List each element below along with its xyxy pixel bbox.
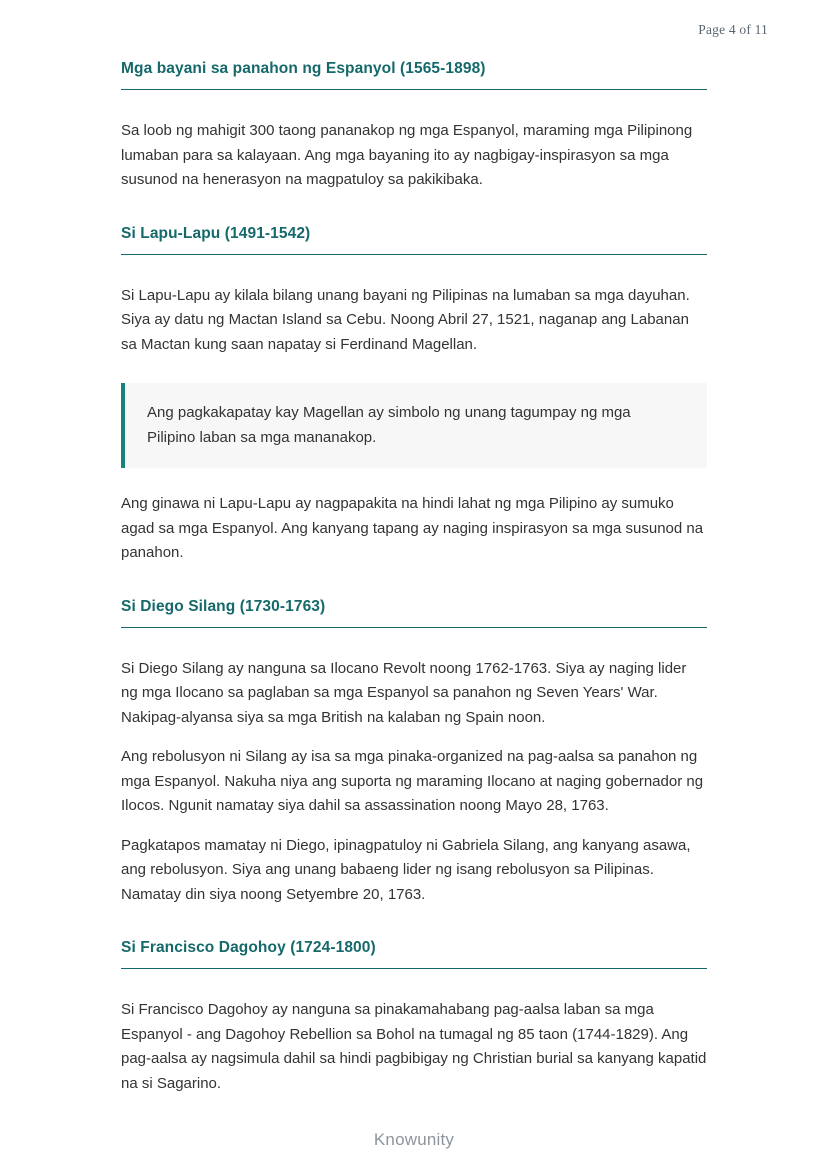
footer-brand: Knowunity <box>373 1130 455 1149</box>
paragraph: Pagkatapos mamatay ni Diego, ipinagpatuloy ni Gabriela Silang, ang kanyang asawa, ang rebolusyon. Siya ang unang babaeng lider ng isang rebolusyon sa Pilipinas. Namatay din siya noong Setyembre 20, 1763. <box>121 836 691 903</box>
section-diego-silang <box>121 598 707 908</box>
callout-quote <box>121 383 707 468</box>
section-heading: Si Lapu-Lapu (1491-1542) <box>121 225 707 255</box>
section-heading: Si Diego Silang (1730-1763) <box>121 598 707 628</box>
quote-text: Ang pagkakapatay kay Magellan ay simbolo ng unang tagumpay ng mga Pilipino laban sa mga mananakop. <box>147 404 631 446</box>
paragraph: Ang rebolusyon ni Silang ay isa sa mga pinaka-organized na pag-aalsa sa panahon ng mga Espanyol. Nakuha niya ang suporta ng maraming Ilocano at naging gobernador ng Ilocos. Ngunit namatay siya dahil sa assassination noong Mayo 28, 1763. <box>121 748 704 814</box>
paragraph: Si Lapu-Lapu ay kilala bilang unang bayani ng Pilipinas na lumaban sa mga dayuhan. Siya ay datu ng Mactan Island sa Cebu. Noong Abril 27, 1521, naganap ang Labanan sa Mactan kung saan napatay si Ferdinand Magellan. <box>121 286 690 353</box>
section-lapu-lapu <box>121 225 707 566</box>
paragraph: Si Francisco Dagohoy ay nanguna sa pinakamahabang pag-aalsa laban sa mga Espanyol - ang Dagohoy Rebellion sa Bohol na tumagal ng 85 taon (1744-1829). Ang pag-aalsa ay nagsimula dahil sa hindi pagbibigay ng Christian burial sa kanyang kapatid na si Sagarino. <box>121 1001 707 1092</box>
section-heading: Si Francisco Dagohoy (1724-1800) <box>121 939 707 969</box>
section-francisco-dagohoy <box>121 939 707 1096</box>
document-content <box>121 60 707 1111</box>
page-indicator: Page 4 of 11 <box>698 22 768 37</box>
paragraph: Ang ginawa ni Lapu-Lapu ay nagpapakita na hindi lahat ng mga Pilipino ay sumuko agad sa mga Espanyol. Ang kanyang tapang ay naging inspirasyon sa mga susunod na panahon. <box>121 495 704 561</box>
section-heading: Mga bayani sa panahon ng Espanyol (1565-1898) <box>121 60 707 90</box>
section-espanyol-heroes <box>121 60 707 193</box>
paragraph: Sa loob ng mahigit 300 taong pananakop ng mga Espanyol, maraming mga Pilipinong lumaban para sa kalayaan. Ang mga bayaning ito ay nagbigay-inspirasyon sa mga susunod na henerasyon na magpatuloy sa pakikibaka. <box>121 122 693 188</box>
paragraph: Si Diego Silang ay nanguna sa Ilocano Revolt noong 1762-1763. Siya ay naging lider ng mga Ilocano sa paglaban sa mga Espanyol sa panahon ng Seven Years' War. Nakipag-alyansa siya sa mga British na kalaban ng Spain noon. <box>121 659 687 726</box>
